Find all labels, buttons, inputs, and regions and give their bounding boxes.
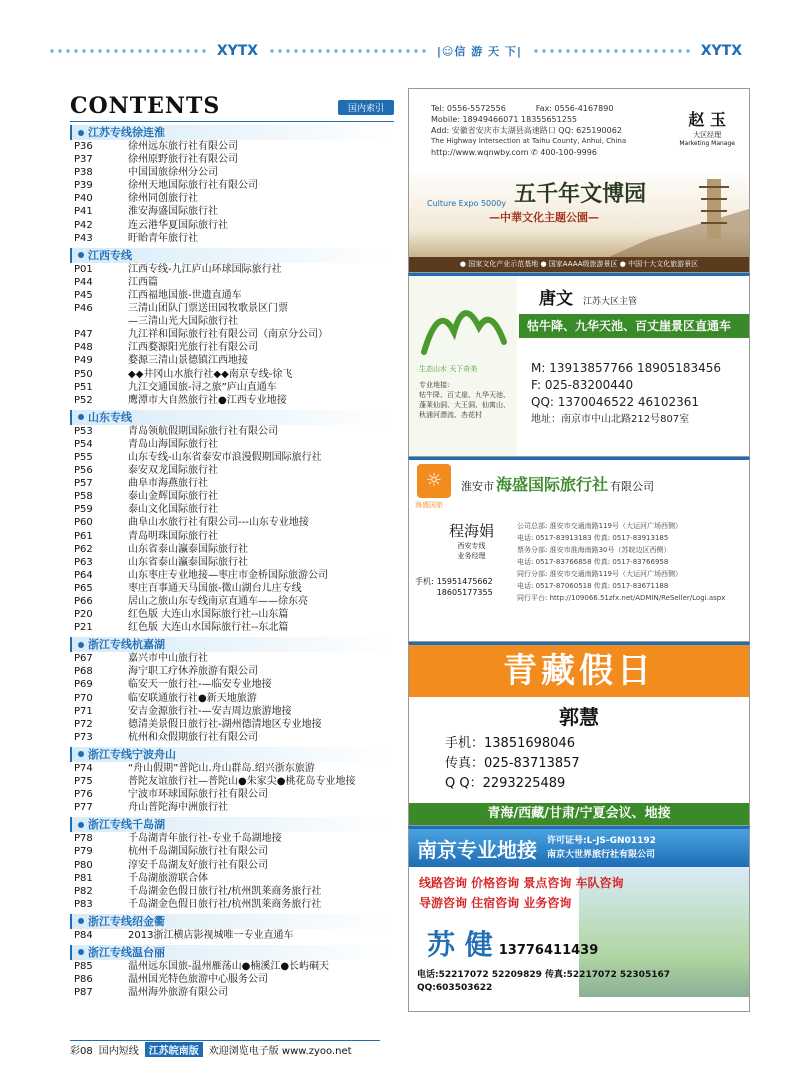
contents-header bbox=[70, 93, 394, 122]
ad1-fax: Fax: 0556-4167890 bbox=[535, 104, 614, 113]
page-number: P77 bbox=[74, 802, 93, 814]
footer-page: 彩08 bbox=[70, 1046, 93, 1057]
ad1-web: http://www.wqnwby.com ✆ 400-100-9996 bbox=[431, 148, 597, 157]
contents-row[interactable] bbox=[70, 451, 394, 464]
contents-section bbox=[70, 248, 394, 407]
entry-name: 青岛领航假期国际旅行社有限公司 bbox=[128, 425, 278, 437]
entry-name: 枣庄百事通天马国旅-微山湖台儿庄专线 bbox=[128, 582, 302, 594]
page-number: P65 bbox=[74, 582, 93, 594]
ad2-role: 江苏大区主管 bbox=[583, 297, 638, 307]
ad3-person: 程海娟 bbox=[449, 522, 495, 540]
ad5-title: 南京专业地接 bbox=[417, 837, 537, 862]
ad1-logo: 五千年文博园 bbox=[514, 181, 647, 207]
entry-name: 山东专线-山东省泰安市浪漫假期国际旅行社 bbox=[128, 451, 322, 463]
ad-haisheng bbox=[408, 457, 750, 642]
page-number: P51 bbox=[74, 381, 93, 393]
page-number: P61 bbox=[74, 530, 93, 542]
ad3-line1: 公司总部: 淮安市交通南路119号（大运河广场西侧） bbox=[517, 522, 682, 530]
entry-name: 江西婺源阳光旅行社有限公司 bbox=[128, 342, 258, 354]
ad3-line4: 电话: 0517-83766858 传真: 0517-83766958 bbox=[517, 558, 669, 566]
page-number: P20 bbox=[74, 609, 93, 621]
ad3-mob2: 18605177355 bbox=[436, 588, 493, 597]
page-number: P55 bbox=[74, 451, 93, 463]
section-title: 浙江专线杭嘉湖 bbox=[88, 638, 165, 652]
entry-name: 江西福地国旅-世遗直通车 bbox=[128, 289, 242, 301]
section-title: 浙江专线温台丽 bbox=[88, 945, 165, 959]
page-number: P41 bbox=[74, 206, 93, 218]
contents-row[interactable] bbox=[70, 832, 394, 845]
entry-name: 嘉兴市中山旅行社 bbox=[128, 653, 208, 665]
section-title: 山东专线 bbox=[88, 410, 132, 424]
page-number: P69 bbox=[74, 679, 93, 691]
contents-row[interactable] bbox=[70, 986, 394, 999]
bullet-icon bbox=[78, 751, 84, 757]
ad3-company: 海盛国际旅行社 bbox=[496, 475, 609, 494]
entry-name: ◆◆井冈山水旅行社◆◆南京专线-徐飞 bbox=[128, 368, 293, 380]
page-number: P71 bbox=[74, 705, 93, 717]
ad-jiuhua bbox=[408, 273, 750, 457]
brand-left: XYTX bbox=[216, 43, 259, 59]
ad2-slogan: 牯牛降、九华天池、百丈崖景区直通车 bbox=[519, 314, 749, 338]
ad1-scene bbox=[409, 169, 749, 257]
contents-row[interactable] bbox=[70, 859, 394, 872]
section-header bbox=[70, 817, 394, 832]
contents-column bbox=[70, 93, 394, 999]
entry-name: 徐州原野旅行社有限公司 bbox=[128, 154, 238, 166]
ad3-line5: 同行分部: 淮安市交通南路119号（大运河广场西侧） bbox=[517, 570, 682, 578]
page-number: P42 bbox=[74, 219, 93, 231]
page-number: P45 bbox=[74, 289, 93, 301]
section-title: 江西专线 bbox=[88, 248, 132, 262]
footer-tag: 江苏皖南版 bbox=[145, 1042, 203, 1057]
ad4-slogan: 青海/西藏/甘肃/宁夏会议、地接 bbox=[409, 803, 749, 825]
contents-row[interactable] bbox=[70, 477, 394, 490]
page-number: P68 bbox=[74, 666, 93, 678]
contents-row[interactable] bbox=[70, 608, 394, 621]
entry-name: 三清山团队门票送田园牧歌景区门票 bbox=[128, 303, 288, 315]
page-number: P63 bbox=[74, 556, 93, 568]
footer-section: 国内短线 bbox=[98, 1046, 139, 1057]
ad5-person: 苏 健 bbox=[427, 928, 493, 961]
contents-section bbox=[70, 637, 394, 744]
contents-row[interactable] bbox=[70, 328, 394, 341]
contents-row[interactable] bbox=[70, 775, 394, 788]
page-number: P78 bbox=[74, 833, 93, 845]
bullet-icon bbox=[78, 642, 84, 648]
contents-section bbox=[70, 410, 394, 635]
section-header bbox=[70, 637, 394, 652]
page-number: P46 bbox=[74, 303, 93, 315]
ad3-title2: 业务经理 bbox=[457, 552, 486, 560]
contents-row[interactable] bbox=[70, 381, 394, 394]
ad5-services-2: 导游咨询 住宿咨询 业务咨询 bbox=[419, 896, 572, 910]
page-number: P50 bbox=[74, 368, 93, 380]
contents-row[interactable] bbox=[70, 276, 394, 289]
section-header bbox=[70, 410, 394, 425]
ad2-addr: 地址：南京市中山北路212号807室 bbox=[531, 414, 690, 425]
ad5-tel: 电话:52217072 52209829 传真:52217072 52305167 bbox=[417, 970, 670, 980]
ad-qingzang bbox=[408, 642, 750, 826]
page-number: P56 bbox=[74, 465, 93, 477]
entry-name: 江西篇 bbox=[128, 276, 158, 288]
ad5-company: 南京大世界旅行社有限公司 bbox=[547, 850, 656, 860]
contents-row[interactable] bbox=[70, 302, 394, 315]
section-header bbox=[70, 125, 394, 140]
entry-name: 青岛明珠国际旅行社 bbox=[128, 530, 218, 542]
page-number: P58 bbox=[74, 491, 93, 503]
entry-name: 千岛湖旅游联合体 bbox=[128, 872, 208, 884]
entry-name: 盱眙青年旅行社 bbox=[128, 232, 198, 244]
dot-rule bbox=[268, 49, 427, 53]
entry-name: 杭州千岛湖国际旅行社有限公司 bbox=[128, 846, 268, 858]
contents-row[interactable] bbox=[70, 929, 394, 942]
contents-row[interactable] bbox=[70, 464, 394, 477]
contents-row[interactable] bbox=[70, 219, 394, 232]
entry-name: 婺源三清山景德镇江西地接 bbox=[128, 355, 248, 367]
page-number: P72 bbox=[74, 718, 93, 730]
contents-row[interactable] bbox=[70, 569, 394, 582]
page-number: P36 bbox=[74, 141, 93, 152]
page-number: P64 bbox=[74, 569, 93, 581]
entry-name: 杭州和众假期旅行社有限公司 bbox=[128, 731, 258, 743]
contents-row[interactable] bbox=[70, 192, 394, 205]
contents-sections bbox=[70, 125, 394, 999]
ad4-person: 郭慧 bbox=[559, 705, 599, 729]
entry-name: 普陀友谊旅行社—普陀山●朱家尖●桃花岛专业地接 bbox=[128, 776, 356, 788]
entry-name: 千岛湖金色假日旅行社/杭州凯莱商务旅行社 bbox=[128, 885, 322, 897]
ad3-line2: 电话: 0517-83913183 传真: 0517-83913185 bbox=[517, 534, 669, 542]
contents-row[interactable] bbox=[70, 885, 394, 898]
ads-column bbox=[408, 88, 750, 1012]
contents-row[interactable] bbox=[70, 490, 394, 503]
section-title: 浙江专线千岛湖 bbox=[88, 818, 165, 832]
ad3-mob-label: 手机: bbox=[415, 577, 434, 586]
slogan: |☺信 游 天 下| bbox=[436, 45, 522, 58]
page-number: P39 bbox=[74, 180, 93, 192]
contents-row[interactable] bbox=[70, 582, 394, 595]
page-number: P80 bbox=[74, 859, 93, 871]
contents-row[interactable] bbox=[70, 788, 394, 801]
entry-name: 九江交通国旅-浔之旅”庐山直通车 bbox=[128, 381, 277, 393]
contents-row[interactable] bbox=[70, 232, 394, 245]
ad1-addr: Add: 安徽省安庆市太湖县高速路口 QQ: 625190062 bbox=[431, 126, 622, 135]
contents-section bbox=[70, 125, 394, 245]
entry-name: 德清美景假日旅行社-湖州德清地区专业地接 bbox=[128, 718, 322, 730]
contents-row[interactable] bbox=[70, 543, 394, 556]
contents-row[interactable] bbox=[70, 394, 394, 407]
contents-row[interactable] bbox=[70, 516, 394, 529]
ad5-mobile: 13776411439 bbox=[498, 943, 599, 958]
page-number: P54 bbox=[74, 438, 93, 450]
contents-row[interactable] bbox=[70, 438, 394, 451]
contents-row[interactable] bbox=[70, 425, 394, 438]
contents-row[interactable] bbox=[70, 166, 394, 179]
page-number: P73 bbox=[74, 731, 93, 743]
page-number: P59 bbox=[74, 504, 93, 516]
ad2-name: 唐文 bbox=[539, 289, 573, 309]
ad3-suffix: 有限公司 bbox=[610, 480, 655, 493]
ad3-title1: 西安专线 bbox=[457, 542, 486, 550]
dot-rule bbox=[532, 49, 691, 53]
page-number: P53 bbox=[74, 425, 93, 437]
entry-name: 红色版 大连山水国际旅行社--山东篇 bbox=[128, 609, 289, 621]
page-number: P01 bbox=[74, 263, 93, 275]
contents-title: CONTENTS bbox=[70, 93, 221, 119]
ad2-fax: F: 025-83200440 bbox=[531, 378, 634, 392]
ad2-qq: QQ: 1370046522 46102361 bbox=[531, 395, 699, 409]
contents-row[interactable] bbox=[70, 665, 394, 678]
contents-row[interactable] bbox=[70, 595, 394, 608]
ad4-fax: 传真：025-83713857 bbox=[445, 756, 580, 771]
entry-name: 泰山文化国际旅行社 bbox=[128, 504, 218, 516]
ad2-logo-sub: 生态山水 天下奇美 bbox=[419, 365, 478, 373]
entry-name: 山东省泰山瀛泰国际旅行社 bbox=[128, 556, 248, 568]
contents-row[interactable] bbox=[70, 153, 394, 166]
entry-name: 海宁职工疗休养旅游有限公司 bbox=[128, 666, 258, 678]
entry-name: 连云港华夏国际旅行社 bbox=[128, 219, 228, 231]
ad1-name: 赵 玉 bbox=[688, 110, 726, 129]
footer bbox=[70, 1040, 380, 1058]
brand-right: XYTX bbox=[700, 43, 742, 59]
page-number: P86 bbox=[74, 974, 93, 986]
ad2-biz-list: 牯牛降、百丈崖、九华天池、蓬莱仙洞、大王洞、仙寓山、秋浦河漂流、杏花村 bbox=[419, 391, 510, 419]
page-number: P79 bbox=[74, 846, 93, 858]
entry-name: 徐州远东旅行社有限公司 bbox=[128, 141, 238, 152]
ad2-mobile: M: 13913857766 18905183456 bbox=[531, 361, 721, 375]
contents-row[interactable] bbox=[70, 960, 394, 973]
entry-name: 临安联通旅行社●新天地旅游 bbox=[128, 692, 257, 704]
contents-row[interactable] bbox=[70, 289, 394, 302]
contents-section bbox=[70, 747, 394, 814]
ad5-services-1: 线路咨询 价格咨询 景点咨询 车队咨询 bbox=[419, 876, 624, 890]
mountain-logo-icon bbox=[419, 292, 509, 362]
contents-row[interactable] bbox=[70, 315, 394, 328]
page-number: P70 bbox=[74, 692, 93, 704]
page-number: P67 bbox=[74, 653, 93, 665]
page-number: P37 bbox=[74, 154, 93, 166]
page-number: P87 bbox=[74, 987, 93, 999]
ad1-sub: —中華文化主题公園— bbox=[489, 211, 599, 224]
contents-row[interactable] bbox=[70, 872, 394, 885]
contents-row[interactable] bbox=[70, 692, 394, 705]
ad1-mobile: Mobile: 18949466071 18355651255 bbox=[431, 115, 577, 124]
contents-row[interactable] bbox=[70, 368, 394, 381]
contents-row[interactable] bbox=[70, 898, 394, 911]
contents-row[interactable] bbox=[70, 705, 394, 718]
entry-name: 鹰潭市大自然旅行社●江西专业地接 bbox=[128, 394, 287, 406]
contents-row[interactable] bbox=[70, 845, 394, 858]
page-number: P43 bbox=[74, 232, 93, 244]
entry-name: 泰山金辉国际旅行社 bbox=[128, 491, 218, 503]
page-number: P76 bbox=[74, 789, 93, 801]
entry-name: 山东枣庄专业地接—枣庄市金桥国际旅游公司 bbox=[128, 569, 328, 581]
page-number: P84 bbox=[74, 929, 93, 941]
page-number: P66 bbox=[74, 596, 93, 607]
section-header bbox=[70, 248, 394, 263]
ad1-tel: Tel: 0556-5572556 bbox=[431, 104, 506, 113]
contents-row[interactable] bbox=[70, 341, 394, 354]
top-banner bbox=[48, 40, 752, 62]
entry-name: 千岛湖金色假日旅行社/杭州凯莱商务旅行社 bbox=[128, 898, 322, 910]
bullet-icon bbox=[78, 918, 84, 924]
page-number: P85 bbox=[74, 960, 93, 972]
page-number: P74 bbox=[74, 762, 93, 774]
contents-row[interactable] bbox=[70, 621, 394, 634]
entry-name: 九江祥和国际旅行社有限公司（南京分公司） bbox=[128, 329, 328, 341]
entry-name: 2013浙江横店影视城唯一专业直通车 bbox=[128, 929, 294, 941]
entry-name: 千岛湖青年旅行社-专业千岛湖地接 bbox=[128, 833, 282, 845]
page-number: P48 bbox=[74, 342, 93, 354]
ad4-banner: 青藏假日 bbox=[409, 645, 749, 697]
entry-name: 淳安千岛湖友好旅行社有限公司 bbox=[128, 859, 268, 871]
contents-row[interactable] bbox=[70, 354, 394, 367]
contents-row[interactable] bbox=[70, 140, 394, 153]
section-title: 浙江专线绍金衢 bbox=[88, 914, 165, 928]
contents-row[interactable] bbox=[70, 801, 394, 814]
entry-name: 舟山普陀海中洲旅行社 bbox=[128, 802, 228, 814]
page-number: P44 bbox=[74, 276, 93, 288]
bullet-icon bbox=[78, 414, 84, 420]
contents-row[interactable] bbox=[70, 530, 394, 543]
section-header bbox=[70, 747, 394, 762]
entry-name: 红色版 大连山水国际旅行社--东北篇 bbox=[128, 622, 289, 634]
page-number: P52 bbox=[74, 394, 93, 406]
page-number bbox=[70, 315, 128, 328]
entry-name: 宁波市环球国际旅行社有限公司 bbox=[128, 789, 268, 801]
page-number: P49 bbox=[74, 355, 93, 367]
ad3-line6: 电话: 0517-87060518 传真: 0517-83671188 bbox=[517, 582, 669, 590]
entry-name: “舟山假期”普陀山.舟山群岛.绍兴浙东旅游 bbox=[128, 762, 315, 774]
entry-name: 中国国旅徐州分公司 bbox=[128, 167, 218, 179]
contents-row[interactable] bbox=[70, 973, 394, 986]
entry-name: 居山之旅山东专线南京直通车——徐东亮 bbox=[128, 596, 308, 607]
section-title: 浙江专线宁波舟山 bbox=[88, 747, 176, 761]
bullet-icon bbox=[78, 252, 84, 258]
bullet-icon bbox=[78, 949, 84, 955]
page-number: P75 bbox=[74, 776, 93, 788]
ad3-logo: 海盛国旅 bbox=[415, 501, 443, 509]
page-number: P57 bbox=[74, 478, 93, 490]
ad3-city: 淮安市 bbox=[461, 480, 494, 493]
ad2-biz: 专业地接: bbox=[419, 381, 450, 389]
contents-section bbox=[70, 914, 394, 942]
page-number: P82 bbox=[74, 885, 93, 897]
ad3-line3: 票务分部: 淮安市淮海南路30号（苏皖边区西侧） bbox=[517, 546, 671, 554]
entry-name: 曲阜市海燕旅行社 bbox=[128, 478, 208, 490]
page-number: P40 bbox=[74, 193, 93, 205]
contents-section bbox=[70, 945, 394, 999]
entry-name: 临安天一旅行社-—临安专业地接 bbox=[128, 679, 272, 691]
ad-wuqiannian bbox=[408, 88, 750, 273]
entry-name: 徐州天地国际旅行社有限公司 bbox=[128, 180, 258, 192]
ad5-qq: QQ:603503622 bbox=[417, 983, 493, 993]
ad-nanjing bbox=[408, 826, 750, 1012]
contents-row[interactable] bbox=[70, 678, 394, 691]
footer-web: 欢迎浏览电子版 www.zyoo.net bbox=[208, 1046, 352, 1057]
contents-row[interactable] bbox=[70, 762, 394, 775]
page-number: P21 bbox=[74, 622, 93, 634]
ad4-phone: 手机：13851698046 bbox=[445, 736, 575, 751]
entry-name: 徐州同创旅行社 bbox=[128, 193, 198, 205]
ad3-line7: 同行平台: http://109066.51zfx.net/ADMIN/ReSeller/Logi.aspx bbox=[517, 594, 726, 602]
entry-name: 温州海外旅游有限公司 bbox=[128, 987, 228, 999]
section-header bbox=[70, 914, 394, 929]
ad1-addr-en: The Highway Intersection at Taihu County, Anhui, China bbox=[431, 137, 627, 145]
page-number: P81 bbox=[74, 872, 93, 884]
entry-name: 江西专线-九江庐山环球国际旅行社 bbox=[128, 263, 282, 275]
page-number: P62 bbox=[74, 543, 93, 555]
bullet-icon bbox=[78, 130, 84, 136]
ad4-qq: Q Q：2293225489 bbox=[445, 776, 566, 791]
entry-name: —三清山光大国际旅行社 bbox=[128, 316, 238, 328]
contents-row[interactable] bbox=[70, 731, 394, 744]
section-title: 江苏专线徐连淮 bbox=[88, 126, 165, 139]
page-number: P38 bbox=[74, 167, 93, 179]
entry-name: 泰安双龙国际旅行社 bbox=[128, 465, 218, 477]
ad1-strip: ● 国家文化产业示范基地 ● 国家AAAA级旅游景区 ● 中国十大文化旅游景区 bbox=[409, 257, 749, 272]
entry-name: 温州远东国旅-温州雁荡山●楠溪江●长屿硐天 bbox=[128, 960, 330, 972]
page-number: P60 bbox=[74, 517, 93, 529]
contents-row[interactable] bbox=[70, 718, 394, 731]
contents-row[interactable] bbox=[70, 179, 394, 192]
ad3-mob1: 15951475662 bbox=[436, 577, 493, 586]
page-number: P83 bbox=[74, 898, 93, 910]
entry-name: 曲阜山水旅行社有限公司---山东专业地接 bbox=[128, 517, 309, 529]
contents-row[interactable] bbox=[70, 205, 394, 218]
ad1-role: 大区经理 bbox=[693, 131, 722, 139]
ad1-role-en: Marketing Manage bbox=[679, 140, 735, 147]
contents-tag: 国内索引 bbox=[338, 100, 394, 115]
contents-row[interactable] bbox=[70, 652, 394, 665]
page-number: P47 bbox=[74, 329, 93, 341]
entry-name: 青岛山海国际旅行社 bbox=[128, 438, 218, 450]
contents-row[interactable] bbox=[70, 263, 394, 276]
contents-row[interactable] bbox=[70, 503, 394, 516]
bullet-icon bbox=[78, 822, 84, 828]
entry-name: 温州国光特色旅游中心服务公司 bbox=[128, 974, 268, 986]
sun-logo-icon: ☼ bbox=[417, 464, 451, 498]
dot-rule bbox=[48, 49, 207, 53]
entry-name: 安吉金源旅行社-—安吉周边旅游地接 bbox=[128, 705, 292, 717]
ad5-license: 许可证号:L-JS-GN01192 bbox=[547, 836, 656, 846]
ad1-logo-en: Culture Expo 5000y bbox=[427, 199, 507, 208]
entry-name: 淮安海盛国际旅行社 bbox=[128, 206, 218, 218]
contents-section bbox=[70, 817, 394, 911]
section-header bbox=[70, 945, 394, 960]
contents-row[interactable] bbox=[70, 556, 394, 569]
entry-name: 山东省泰山瀛泰国际旅行社 bbox=[128, 543, 248, 555]
